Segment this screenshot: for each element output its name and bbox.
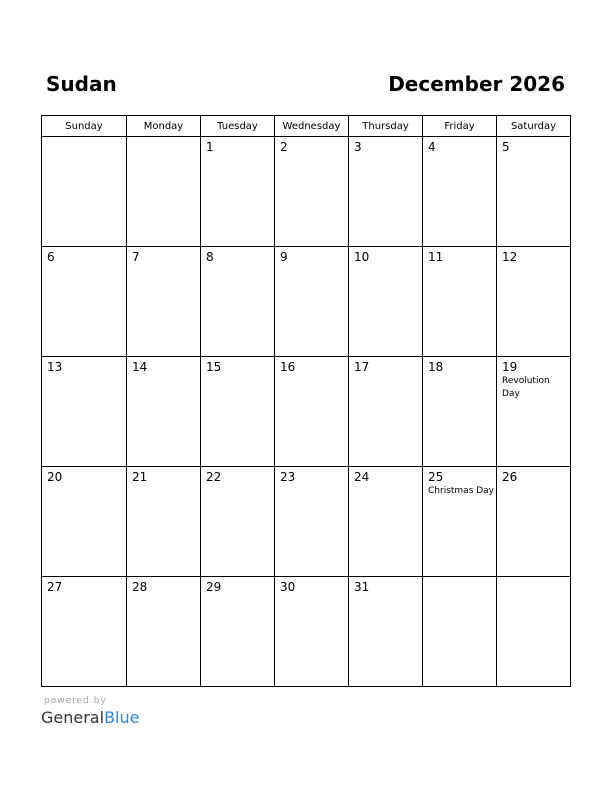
day-number: 27 — [47, 580, 63, 594]
day-cell — [423, 577, 497, 687]
day-number: 23 — [280, 470, 296, 484]
week-row — [42, 467, 571, 577]
day-cell — [42, 247, 127, 357]
weekday-header-row — [42, 116, 571, 137]
day-cell — [201, 357, 275, 467]
day-cell — [275, 577, 349, 687]
day-number: 1 — [206, 140, 214, 154]
brand-blue-text: Blue — [104, 708, 140, 727]
day-cell — [127, 577, 201, 687]
day-number: 6 — [47, 250, 55, 264]
day-cell — [423, 137, 497, 247]
day-cell — [275, 137, 349, 247]
day-number: 19 — [502, 360, 518, 374]
day-number: 21 — [132, 470, 148, 484]
day-cell — [497, 247, 571, 357]
day-number: 17 — [354, 360, 370, 374]
day-cell — [201, 137, 275, 247]
day-cell-holiday — [497, 357, 571, 467]
day-number: 7 — [132, 250, 140, 264]
day-number: 10 — [354, 250, 370, 264]
weekday-header-thursday: Thursday — [349, 116, 423, 137]
day-number: 9 — [280, 250, 288, 264]
day-number: 18 — [428, 360, 444, 374]
day-number: 16 — [280, 360, 296, 374]
day-cell — [349, 357, 423, 467]
day-number: 4 — [428, 140, 436, 154]
day-cell — [42, 577, 127, 687]
day-number: 31 — [354, 580, 370, 594]
day-number: 11 — [428, 250, 444, 264]
day-cell — [127, 357, 201, 467]
weekday-header-wednesday: Wednesday — [275, 116, 349, 137]
country-title: Sudan — [46, 72, 117, 96]
day-cell — [497, 467, 571, 577]
day-cell — [423, 357, 497, 467]
day-cell — [497, 577, 571, 687]
day-cell — [275, 247, 349, 357]
day-cell-holiday — [423, 467, 497, 577]
day-number: 20 — [47, 470, 63, 484]
day-number: 30 — [280, 580, 296, 594]
day-cell — [423, 247, 497, 357]
day-cell — [127, 467, 201, 577]
weekday-header-monday: Monday — [127, 116, 201, 137]
day-number: 12 — [502, 250, 518, 264]
brand-name — [41, 708, 139, 728]
week-row — [42, 247, 571, 357]
day-number: 8 — [206, 250, 214, 264]
day-number: 22 — [206, 470, 222, 484]
generalblue-logo — [41, 696, 139, 728]
day-cell — [349, 137, 423, 247]
day-number: 24 — [354, 470, 370, 484]
day-number: 2 — [280, 140, 288, 154]
day-cell — [201, 467, 275, 577]
day-number: 13 — [47, 360, 63, 374]
brand-general-text: General — [41, 708, 105, 727]
week-row — [42, 577, 571, 687]
weekday-header-friday: Friday — [423, 116, 497, 137]
day-cell — [127, 247, 201, 357]
day-number: 3 — [354, 140, 362, 154]
day-number: 26 — [502, 470, 518, 484]
day-cell — [349, 247, 423, 357]
day-cell — [201, 247, 275, 357]
day-cell — [42, 357, 127, 467]
weekday-header-sunday: Sunday — [42, 116, 127, 137]
day-cell — [497, 137, 571, 247]
day-cell — [349, 577, 423, 687]
day-cell — [127, 137, 201, 247]
weekday-header-tuesday: Tuesday — [201, 116, 275, 137]
holiday-label: Christmas Day — [428, 486, 495, 496]
day-cell — [42, 137, 127, 247]
week-row — [42, 357, 571, 467]
day-cell — [275, 357, 349, 467]
calendar-grid — [41, 115, 571, 687]
weekday-header-saturday: Saturday — [497, 116, 571, 137]
day-cell — [201, 577, 275, 687]
day-number: 5 — [502, 140, 510, 154]
holiday-label: Revolution Day — [502, 376, 550, 399]
day-cell — [349, 467, 423, 577]
day-cell — [275, 467, 349, 577]
day-number: 28 — [132, 580, 148, 594]
day-number: 14 — [132, 360, 148, 374]
month-title: December 2026 — [388, 72, 565, 96]
day-cell — [42, 467, 127, 577]
day-number: 25 — [428, 470, 444, 484]
day-number: 29 — [206, 580, 222, 594]
week-row — [42, 137, 571, 247]
day-number: 15 — [206, 360, 222, 374]
powered-by-label: powered by — [44, 696, 107, 706]
